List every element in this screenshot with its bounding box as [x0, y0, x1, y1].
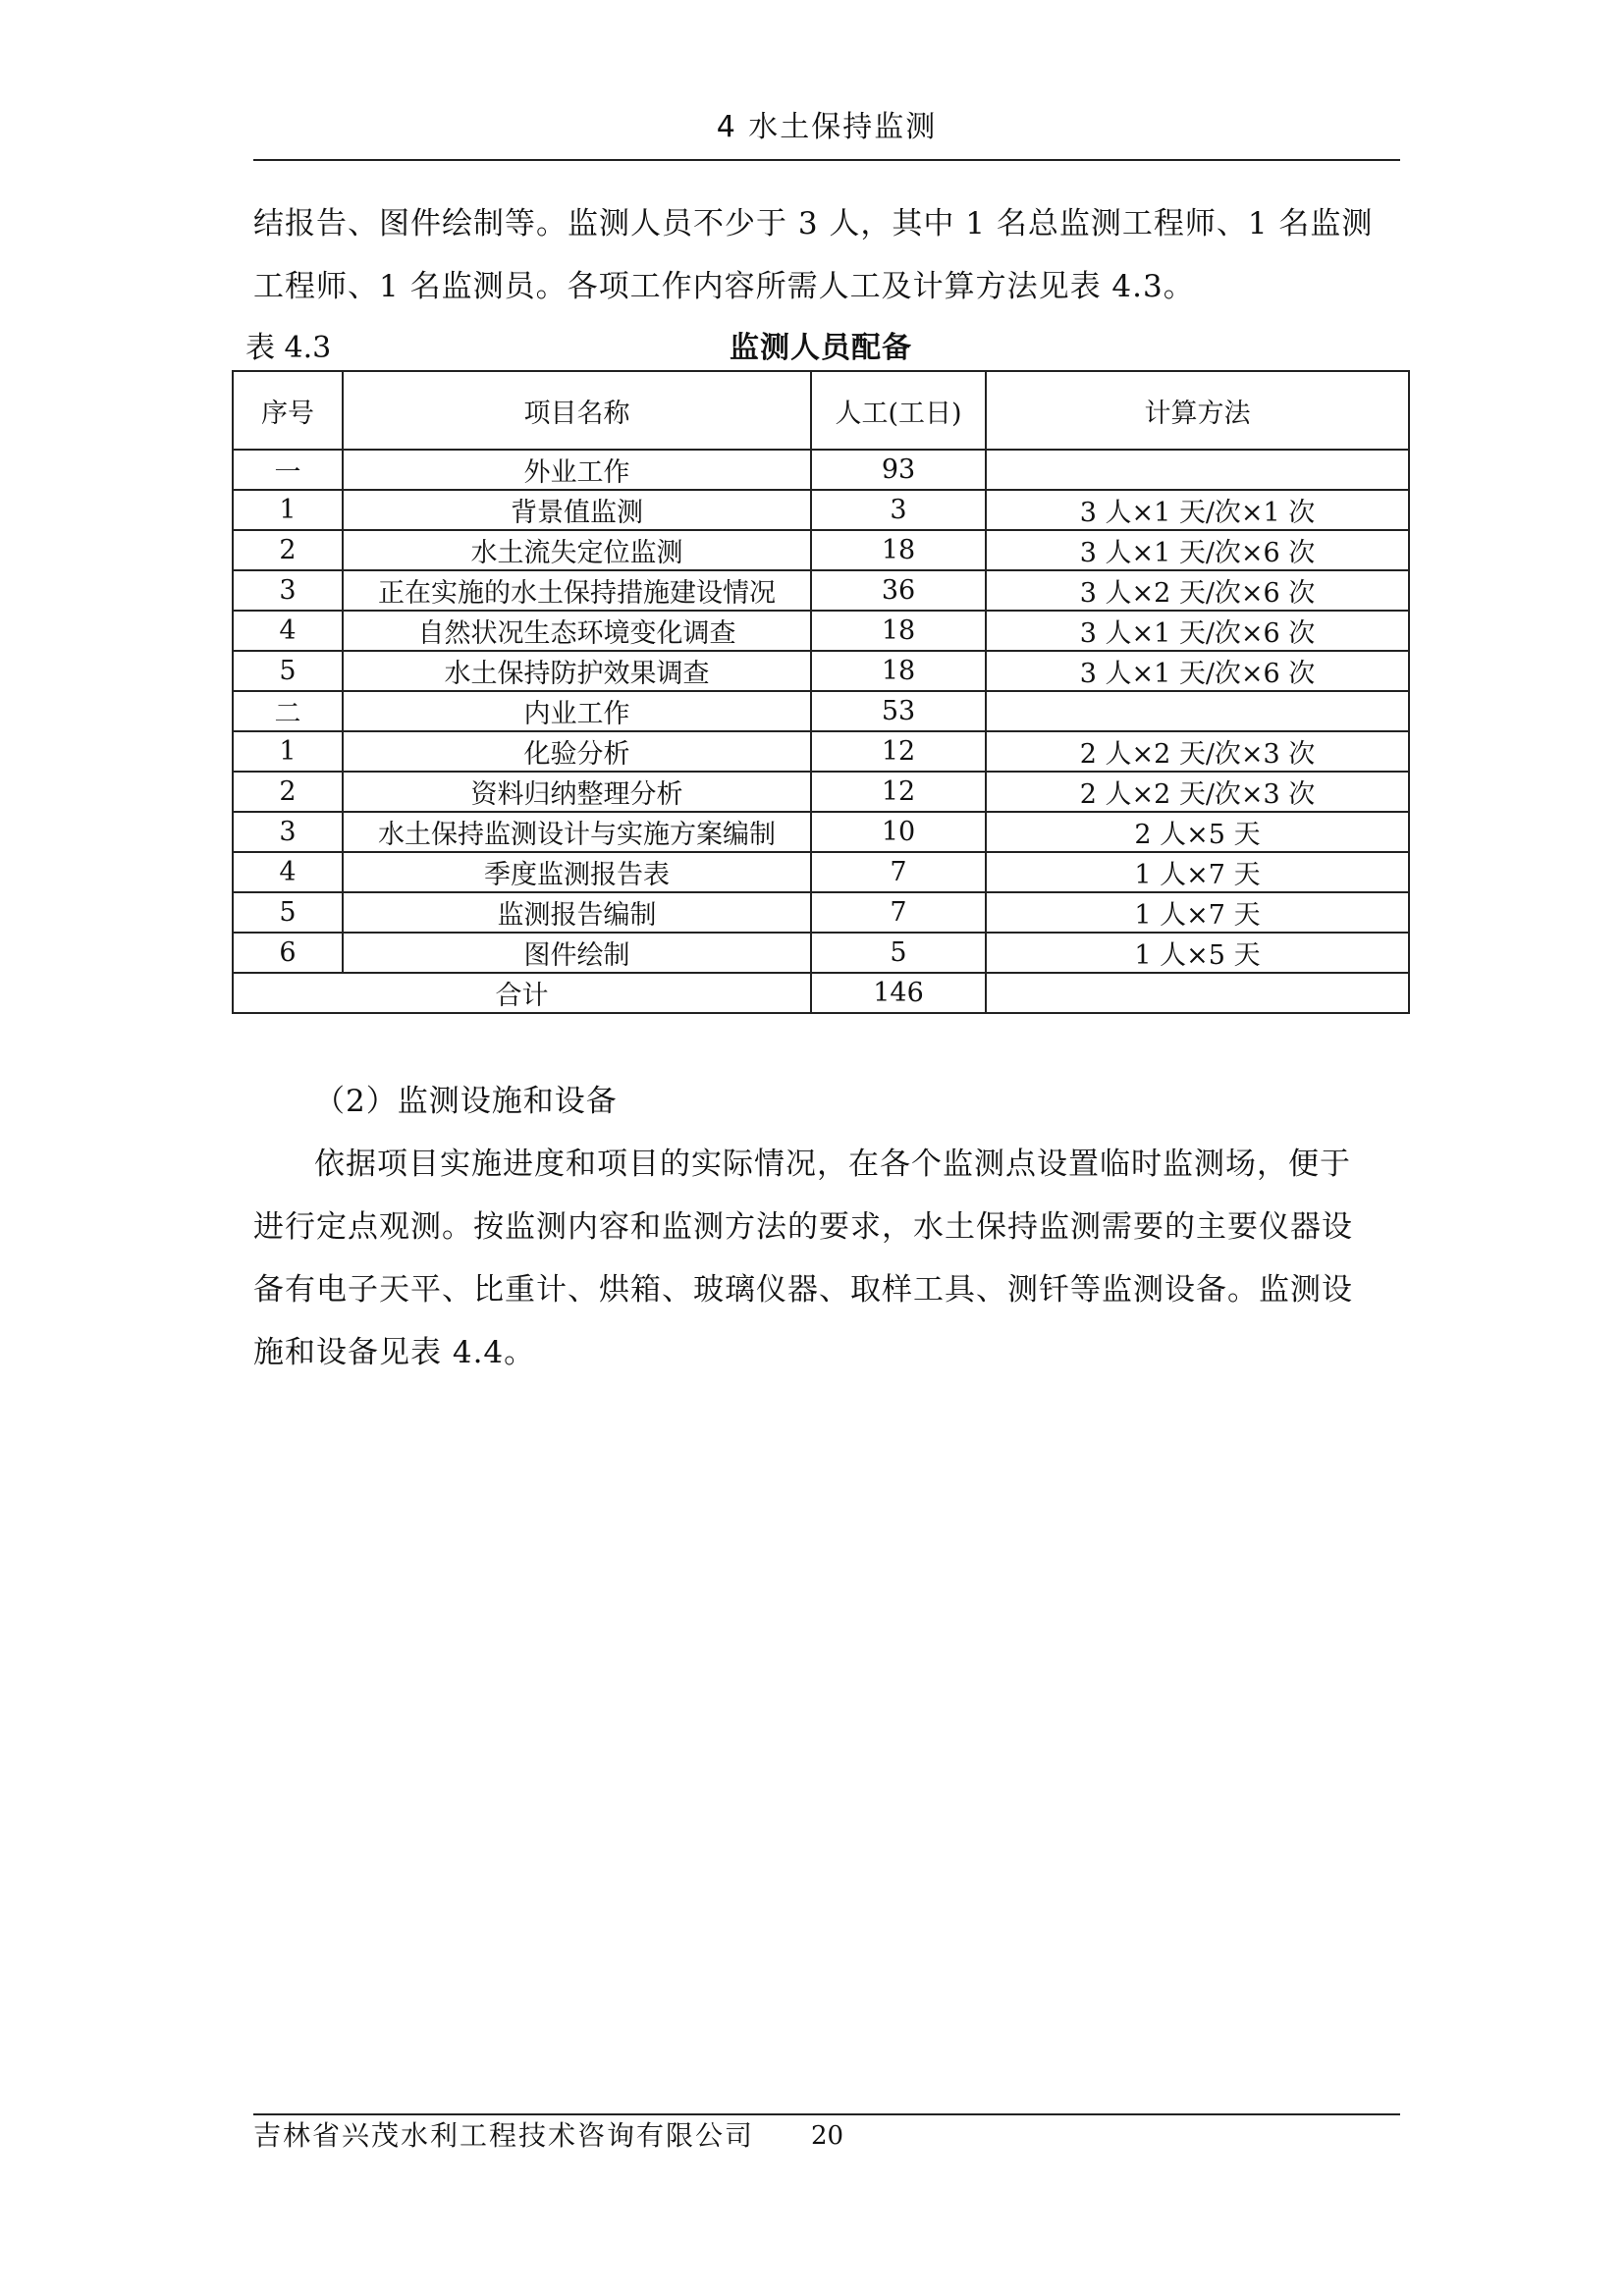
- cell-item: 自然状况生态环境变化调查: [343, 611, 811, 651]
- section2-line: 进行定点观测。按监测内容和监测方法的要求，水土保持监测需要的主要仪器设: [253, 1209, 1353, 1245]
- cell-item: 化验分析: [343, 731, 811, 772]
- section2-heading: （2）监测设施和设备: [314, 1084, 618, 1119]
- cell-index: 2: [233, 772, 343, 812]
- page-number: 20: [811, 2121, 844, 2151]
- cell-index: 二: [233, 691, 343, 731]
- cell-index: 4: [233, 852, 343, 892]
- cell-index: 一: [233, 450, 343, 490]
- cell-workdays: 18: [811, 530, 986, 570]
- cell-item: 水土保持防护效果调查: [343, 651, 811, 691]
- cell-method: [986, 450, 1409, 490]
- cell-index: 2: [233, 530, 343, 570]
- cell-workdays: 5: [811, 933, 986, 973]
- header-item-name: 项目名称: [343, 371, 811, 450]
- section2-line: 施和设备见表 4.4。: [253, 1335, 536, 1370]
- table-total-row: [233, 973, 1409, 1013]
- section2-paragraph: [253, 1133, 1400, 1384]
- footer-company: 吉林省兴茂水利工程技术咨询有限公司: [253, 2119, 755, 2152]
- section2-line: 依据项目实施进度和项目的实际情况，在各个监测点设置临时监测场，便于: [314, 1147, 1351, 1182]
- cell-workdays: 93: [811, 450, 986, 490]
- table-row: [233, 731, 1409, 772]
- cell-item: 资料归纳整理分析: [343, 772, 811, 812]
- cell-method: 1 人×7 天: [986, 852, 1409, 892]
- table-number: 表 4.3: [245, 331, 332, 365]
- intro-line: 工程师、1 名监测员。各项工作内容所需人工及计算方法见表 4.3。: [253, 269, 1195, 304]
- cell-item: 内业工作: [343, 691, 811, 731]
- cell-method: 3 人×1 天/次×6 次: [986, 530, 1409, 570]
- cell-workdays: 53: [811, 691, 986, 731]
- cell-item: 监测报告编制: [343, 892, 811, 933]
- cell-method: 3 人×2 天/次×6 次: [986, 570, 1409, 611]
- cell-method: 2 人×5 天: [986, 812, 1409, 852]
- cell-item: 水土流失定位监测: [343, 530, 811, 570]
- table-row: [233, 651, 1409, 691]
- cell-method: 1 人×7 天: [986, 892, 1409, 933]
- cell-workdays: 12: [811, 772, 986, 812]
- cell-index: 4: [233, 611, 343, 651]
- table-title: 监测人员配备: [730, 331, 912, 365]
- cell-index: 3: [233, 570, 343, 611]
- cell-method: 2 人×2 天/次×3 次: [986, 731, 1409, 772]
- table-row: [233, 933, 1409, 973]
- cell-workdays: 36: [811, 570, 986, 611]
- table-row: [233, 812, 1409, 852]
- cell-index: 1: [233, 490, 343, 530]
- table-row: [233, 450, 1409, 490]
- cell-index: 3: [233, 812, 343, 852]
- cell-index: 5: [233, 651, 343, 691]
- cell-workdays: 18: [811, 611, 986, 651]
- cell-item: 正在实施的水土保持措施建设情况: [343, 570, 811, 611]
- section2-heading-block: [253, 1070, 1400, 1133]
- table-row: [233, 611, 1409, 651]
- cell-index: 5: [233, 892, 343, 933]
- cell-workdays: 12: [811, 731, 986, 772]
- cell-workdays: 7: [811, 852, 986, 892]
- cell-workdays: 10: [811, 812, 986, 852]
- table-row: [233, 852, 1409, 892]
- cell-method: 1 人×5 天: [986, 933, 1409, 973]
- table-row: [233, 892, 1409, 933]
- table-row: [233, 570, 1409, 611]
- total-value: 146: [811, 973, 986, 1013]
- cell-method: [986, 691, 1409, 731]
- cell-method: 3 人×1 天/次×6 次: [986, 651, 1409, 691]
- cell-workdays: 18: [811, 651, 986, 691]
- cell-method: 2 人×2 天/次×3 次: [986, 772, 1409, 812]
- section2-line: 备有电子天平、比重计、烘箱、玻璃仪器、取样工具、测钎等监测设备。监测设: [253, 1272, 1353, 1308]
- table-row: [233, 490, 1409, 530]
- footer-rule: [253, 2113, 1400, 2115]
- cell-item: 季度监测报告表: [343, 852, 811, 892]
- table-row: [233, 530, 1409, 570]
- total-method: [986, 973, 1409, 1013]
- cell-item: 图件绘制: [343, 933, 811, 973]
- intro-line: 结报告、图件绘制等。监测人员不少于 3 人，其中 1 名总监测工程师、1 名监测: [253, 206, 1374, 241]
- table-header-row: [233, 371, 1409, 450]
- cell-index: 6: [233, 933, 343, 973]
- table-caption: [232, 327, 1410, 370]
- staffing-table: [232, 370, 1410, 1014]
- table-row: [233, 691, 1409, 731]
- table-row: [233, 772, 1409, 812]
- intro-paragraph: [253, 192, 1400, 318]
- total-label: 合计: [233, 973, 811, 1013]
- cell-item: 背景值监测: [343, 490, 811, 530]
- cell-method: 3 人×1 天/次×6 次: [986, 611, 1409, 651]
- running-header: 4 水土保持监测: [716, 110, 938, 144]
- header-method: 计算方法: [986, 371, 1409, 450]
- cell-workdays: 3: [811, 490, 986, 530]
- header-index: 序号: [233, 371, 343, 450]
- cell-item: 外业工作: [343, 450, 811, 490]
- header-rule: [253, 159, 1400, 161]
- cell-method: 3 人×1 天/次×1 次: [986, 490, 1409, 530]
- header-workdays: 人工(工日): [811, 371, 986, 450]
- cell-item: 水土保持监测设计与实施方案编制: [343, 812, 811, 852]
- cell-index: 1: [233, 731, 343, 772]
- cell-workdays: 7: [811, 892, 986, 933]
